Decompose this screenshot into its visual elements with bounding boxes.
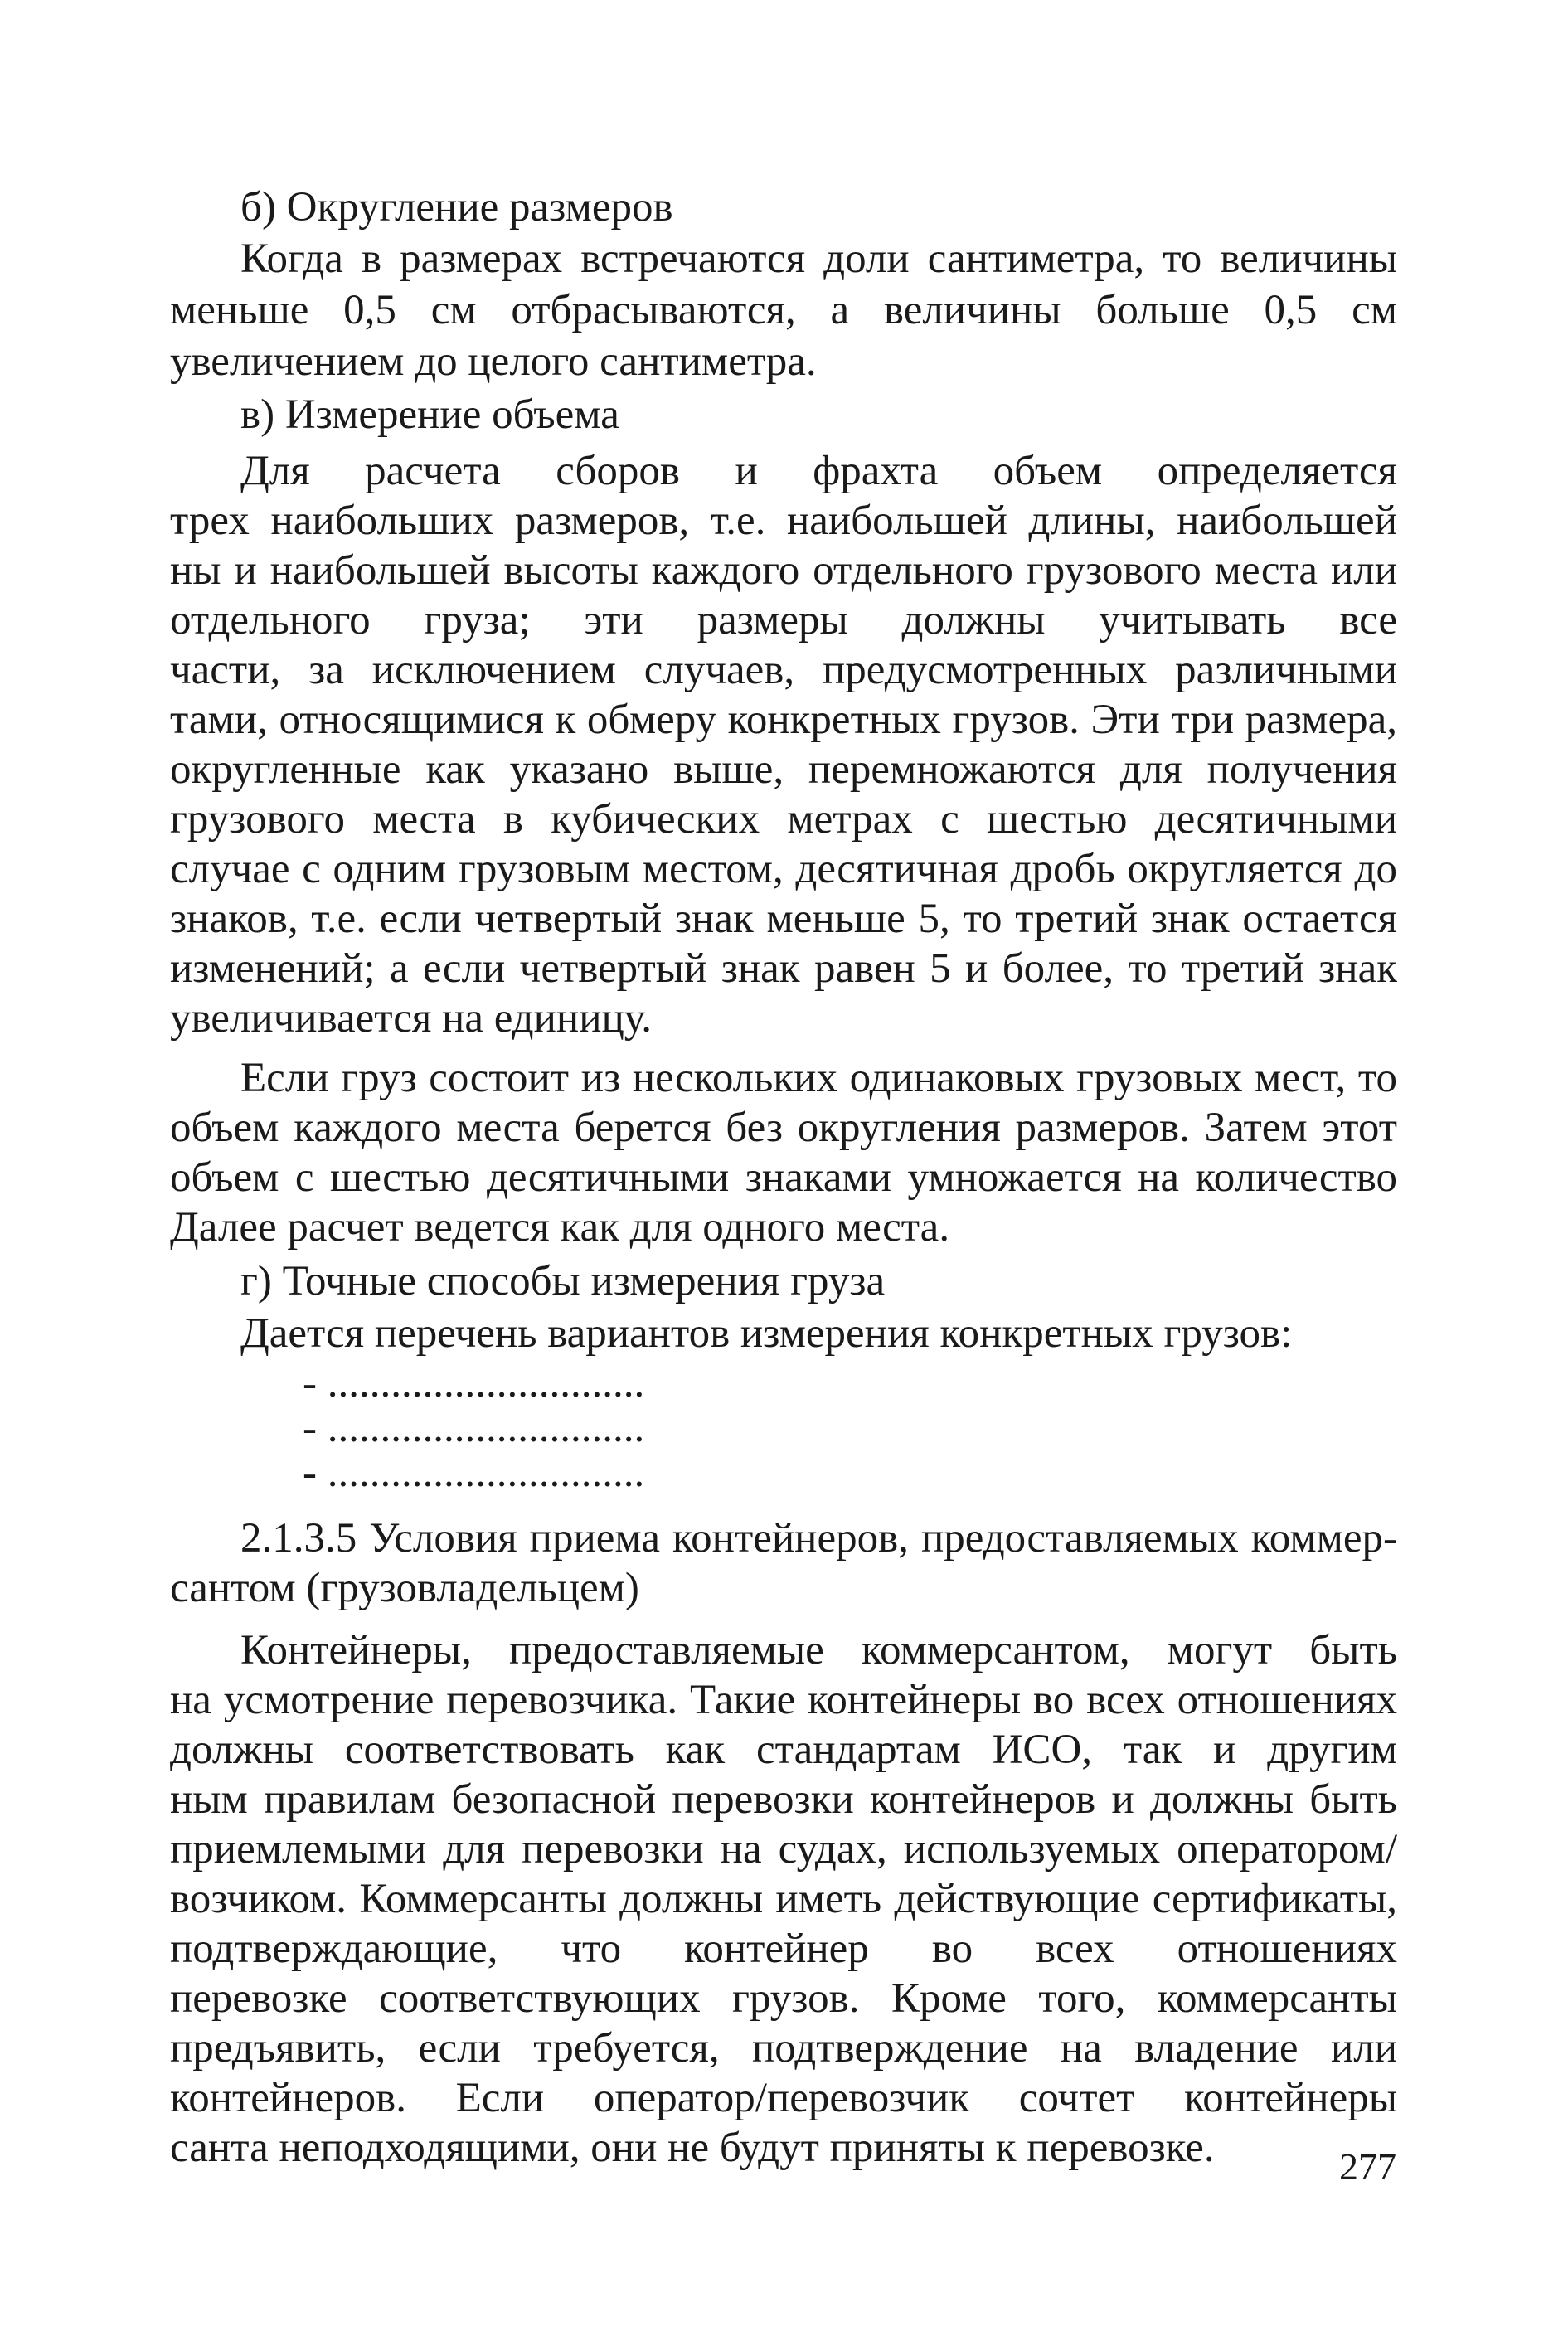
text-line: перевозке соответствующих грузов. Кроме того, коммерсанты bbox=[170, 1975, 1397, 2022]
text-line: знаков, т.е. если четвертый знак меньше 5, то третий знак остается bbox=[170, 896, 1397, 942]
text-line: Далее расчет ведется как для одного места. bbox=[170, 1204, 950, 1251]
text-line: Когда в размерах встречаются доли сантиметра, то величины bbox=[240, 236, 1397, 282]
text-line: случае с одним грузовым местом, десятичная дробь округляется до bbox=[170, 846, 1397, 892]
text-line: предъявить, если требуется, подтверждение на владение или bbox=[170, 2025, 1397, 2072]
text-line: возчиком. Коммерсанты должны иметь действующие сертификаты, bbox=[170, 1876, 1397, 1922]
text-line: Если груз состоит из нескольких одинаковых грузовых мест, то bbox=[240, 1055, 1397, 1101]
subheading-exact-methods: г) Точные способы измерения груза bbox=[240, 1258, 886, 1304]
section-heading-continued: сантом (грузовладельцем) bbox=[170, 1565, 639, 1611]
text-line: меньше 0,5 см отбрасываются, а величины больше 0,5 см bbox=[170, 287, 1397, 333]
text-line: округленные как указано выше, перемножаются для получения bbox=[170, 746, 1397, 793]
text-line: на усмотрение перевозчика. Такие контейнеры во всех отношениях bbox=[170, 1677, 1397, 1723]
text-line: ны и наибольшей высоты каждого отдельного грузового места или bbox=[170, 547, 1397, 594]
list-item: - .............................. bbox=[303, 1405, 645, 1451]
subheading-volume: в) Измерение объема bbox=[240, 391, 619, 438]
text-line: изменений; а если четвертый знак равен 5 и более, то третий знак bbox=[170, 945, 1397, 992]
text-line: грузового места в кубических метрах с шестью десятичными bbox=[170, 796, 1397, 843]
subheading-rounding: б) Округление размеров bbox=[240, 184, 673, 231]
text-line: подтверждающие, что контейнер во всех отношениях bbox=[170, 1926, 1397, 1972]
text-line: отдельного груза; эти размеры должны учитывать все bbox=[170, 597, 1397, 644]
text-line: контейнеров. Если оператор/перевозчик сочтет контейнеры bbox=[170, 2075, 1397, 2121]
text-line: Контейнеры, предоставляемые коммерсантом, могут быть bbox=[240, 1627, 1397, 1673]
text-line: трех наибольших размеров, т.е. наибольшей длины, наибольшей bbox=[170, 498, 1397, 544]
text-line: тами, относящимися к обмеру конкретных грузов. Эти три размера, bbox=[170, 697, 1397, 743]
text-line: объем с шестью десятичными знаками умножается на количество bbox=[170, 1154, 1397, 1201]
text-line: объем каждого места берется без округления размеров. Затем этот bbox=[170, 1105, 1397, 1151]
page-number: 277 bbox=[1339, 2145, 1396, 2188]
text-line: Дается перечень вариантов измерения конкретных грузов: bbox=[240, 1310, 1293, 1357]
text-line: приемлемыми для перевозки на судах, используемых оператором/ bbox=[170, 1826, 1397, 1873]
text-line: должны соответствовать как стандартам ИСО, так и другим bbox=[170, 1727, 1397, 1773]
text-line: санта неподходящими, они не будут приняты к перевозке. bbox=[170, 2125, 1215, 2171]
text-line: увеличением до целого сантиметра. bbox=[170, 338, 817, 385]
text-line: Для расчета сборов и фрахта объем определяется bbox=[240, 448, 1397, 494]
list-item: - .............................. bbox=[303, 1360, 645, 1406]
section-heading-2-1-3-5: 2.1.3.5 Условия приема контейнеров, предоставляемых коммер- bbox=[240, 1515, 1397, 1562]
list-item: - .............................. bbox=[303, 1450, 645, 1496]
text-line: части, за исключением случаев, предусмотренных различными bbox=[170, 647, 1397, 693]
text-line: увеличивается на единицу. bbox=[170, 995, 652, 1042]
text-line: ным правилам безопасной перевозки контейнеров и должны быть bbox=[170, 1776, 1397, 1823]
